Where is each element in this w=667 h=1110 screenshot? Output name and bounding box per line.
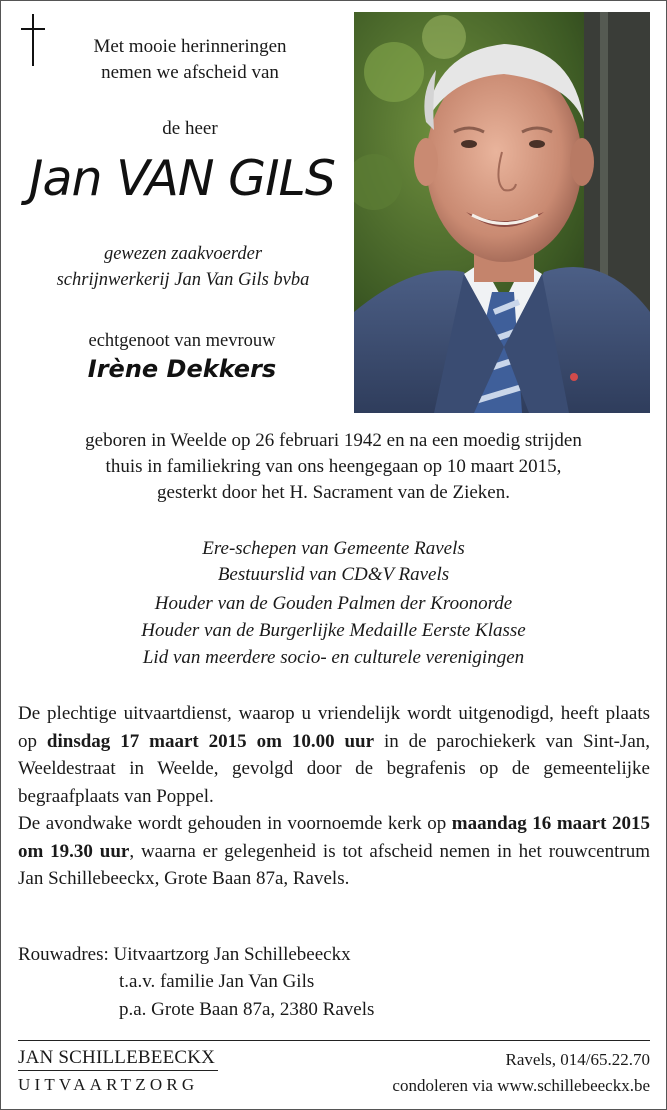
funeral-text-2: in de parochiekerk van Sint-Jan, Weeldestraat in Weelde, gevolgd door de begrafenis op de gemeentelijke begraafplaats van Poppel. — [18, 730, 651, 807]
birth-line-3: gesterkt door het H. Sacrament van de Zieken. — [157, 482, 510, 503]
honorary-title: Houder van de Gouden Palmen der Kroonorde — [154, 593, 513, 614]
brand-subtitle: UITVAARTZORG — [18, 1075, 199, 1094]
job-line-1: gewezen zaakvoerder — [103, 244, 263, 264]
wake-paragraph — [18, 810, 650, 893]
wake-text-2: , waarna er gelegenheid is tot afscheid nemen in het rouwcentrum Jan Schillebeeckx, Grote Baan 87a, Ravels. — [18, 840, 650, 889]
spouse-label: echtgenoot van mevrouw — [88, 331, 276, 351]
footer-divider — [18, 1040, 650, 1041]
address-line-3: p.a. Grote Baan 87a, 2380 Ravels — [119, 999, 375, 1020]
job-line-2: schrijnwerkerij Jan Van Gils bvba — [56, 270, 310, 290]
deceased-name: Jan VAN GILS — [29, 150, 335, 207]
birth-line-2: thuis in familiekring van ons heengegaan op 10 maart 2015, — [105, 456, 562, 477]
brand-underline — [18, 1070, 218, 1071]
wake-date: maandag 16 maart 2015 om 19.30 uur — [18, 813, 650, 862]
funeral-date: dinsdag 17 maart 2015 om 10.00 uur — [46, 730, 375, 752]
brand-name: JAN SCHILLEBEECKX — [18, 1047, 216, 1068]
contact-website[interactable]: condoleren via www.schillebeeckx.be — [392, 1076, 650, 1095]
portrait-photo — [354, 12, 650, 413]
birth-line-1: geboren in Weelde op 26 februari 1942 en na een moedig strijden — [85, 430, 582, 451]
contact-phone: Ravels, 014/65.22.70 — [505, 1050, 650, 1069]
address-line-2: t.a.v. familie Jan Van Gils — [119, 971, 315, 992]
honorary-title: Bestuurslid van CD&V Ravels — [217, 564, 450, 585]
spouse-name: Irène Dekkers — [87, 355, 277, 383]
honorary-title: Houder van de Burgerlijke Medaille Eerste Klasse — [141, 620, 526, 641]
wake-text-1: De avondwake wordt gehouden in voornoemde kerk op — [18, 813, 452, 834]
intro-line-1: Met mooie herinneringen — [93, 36, 287, 57]
honorary-title: Lid van meerdere socio- en culturele verenigingen — [142, 647, 525, 668]
funeral-paragraph — [18, 700, 650, 810]
funeral-text-1: De plechtige uitvaartdienst, waarop u vriendelijk wordt uitgenodigd, heeft plaats op — [18, 703, 650, 752]
honorary-title: Ere-schepen van Gemeente Ravels — [202, 538, 465, 559]
title-prefix: de heer — [162, 118, 218, 139]
intro-line-2: nemen we afscheid van — [101, 62, 279, 83]
address-line-1: Rouwadres: Uitvaartzorg Jan Schillebeeckx — [18, 944, 351, 965]
